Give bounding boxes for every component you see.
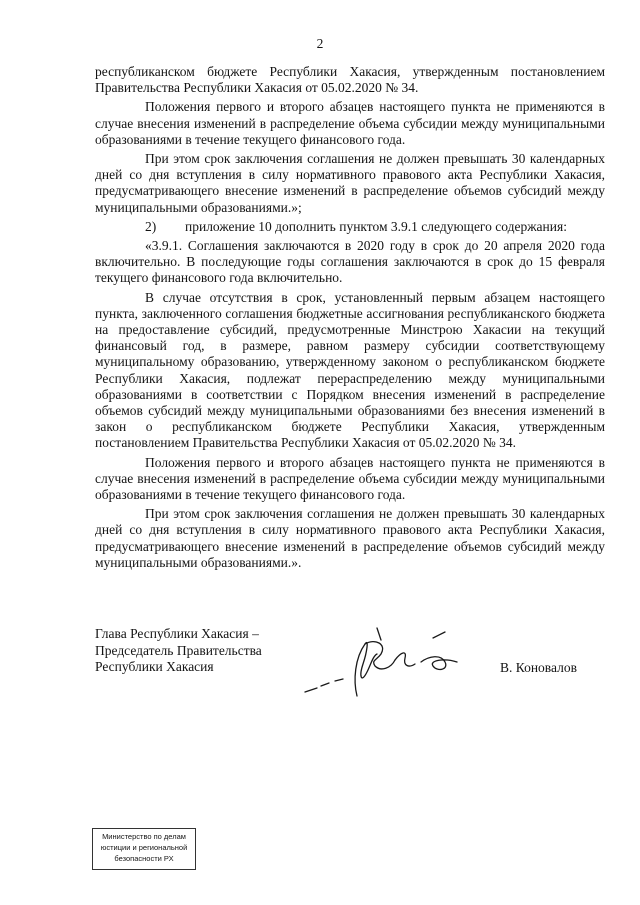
paragraph-1: республиканском бюджете Республики Хакасия, утвержденным постановлением Правительства Республики Хакасия от 05.02.2020 № 34. [95, 64, 605, 96]
paragraph-4-list-item [95, 219, 605, 235]
paragraph-3: При этом срок заключения соглашения не должен превышать 30 календарных дней со дня вступления в силу нормативного правового акта Республики Хакасия, предусматривающего внесение изменений в распределение объемов субсидий между муниципальными образованиями.»; [95, 151, 605, 215]
stamp-line-3: безопасности РХ [114, 854, 174, 863]
page-number: 2 [316, 36, 324, 51]
list-item-number: 2) [145, 218, 157, 234]
stamp-line-2: юстиции и региональной [100, 843, 188, 852]
signatory-title [95, 626, 262, 676]
signatory-title-line-1: Глава Республики Хакасия – [95, 626, 259, 641]
paragraph-2: Положения первого и второго абзацев настоящего пункта не применяются в случае внесения изменений в распределение объема субсидии между муниципальными образованиями в течение текущего финансового года. [95, 99, 605, 147]
paragraph-5: «3.9.1. Соглашения заключаются в 2020 году в срок до 20 апреля 2020 года включительно. В последующие годы соглашения заключаются в срок до 15 февраля текущего финансового года включительно. [95, 238, 605, 286]
signatory-title-line-3: Республики Хакасия [95, 659, 214, 674]
paragraph-6: В случае отсутствия в срок, установленный первым абзацем настоящего пункта, заключенного соглашения бюджетные ассигнования республиканского бюджета на предоставление субсидий, предусмотренные Минстрою Хакасии на текущий финансовый год, в размере, равном размеру субсидии соответствующему муниципальному образованию, утвержденному законом о республиканском бюджете Республики Хакасия, подлежат перераспределению между муниципальными образованиями в соответствии с Порядком внесения изменений в распределение объемов субсидий между муниципальными образованиями без внесения изменений в закон о республиканском бюджете Республики Хакасия, утвержденным постановлением Правительства Республики Хакасия от 05.02.2020 № 34. [95, 289, 605, 451]
document-body [95, 64, 605, 574]
paragraph-7: Положения первого и второго абзацев настоящего пункта не применяются в случае внесения изменений в распределение объема субсидии между муниципальными образованиями в течение текущего финансового года. [95, 454, 605, 503]
list-item-text: приложение 10 дополнить пунктом 3.9.1 следующего содержания: [185, 218, 567, 234]
paragraph-8: При этом срок заключения соглашения не должен превышать 30 календарных дней со дня вступления в силу нормативного правового акта Республики Хакасия, предусматривающего внесение изменений в распределение объемов субсидий между муниципальными образованиями.». [95, 506, 605, 570]
signatory-title-line-2: Председатель Правительства [95, 642, 262, 658]
stamp-line-1: Министерство по делам [102, 832, 186, 841]
handwritten-signature [295, 610, 475, 705]
ministry-stamp [92, 828, 196, 870]
signatory-name: В. Коновалов [500, 660, 577, 675]
